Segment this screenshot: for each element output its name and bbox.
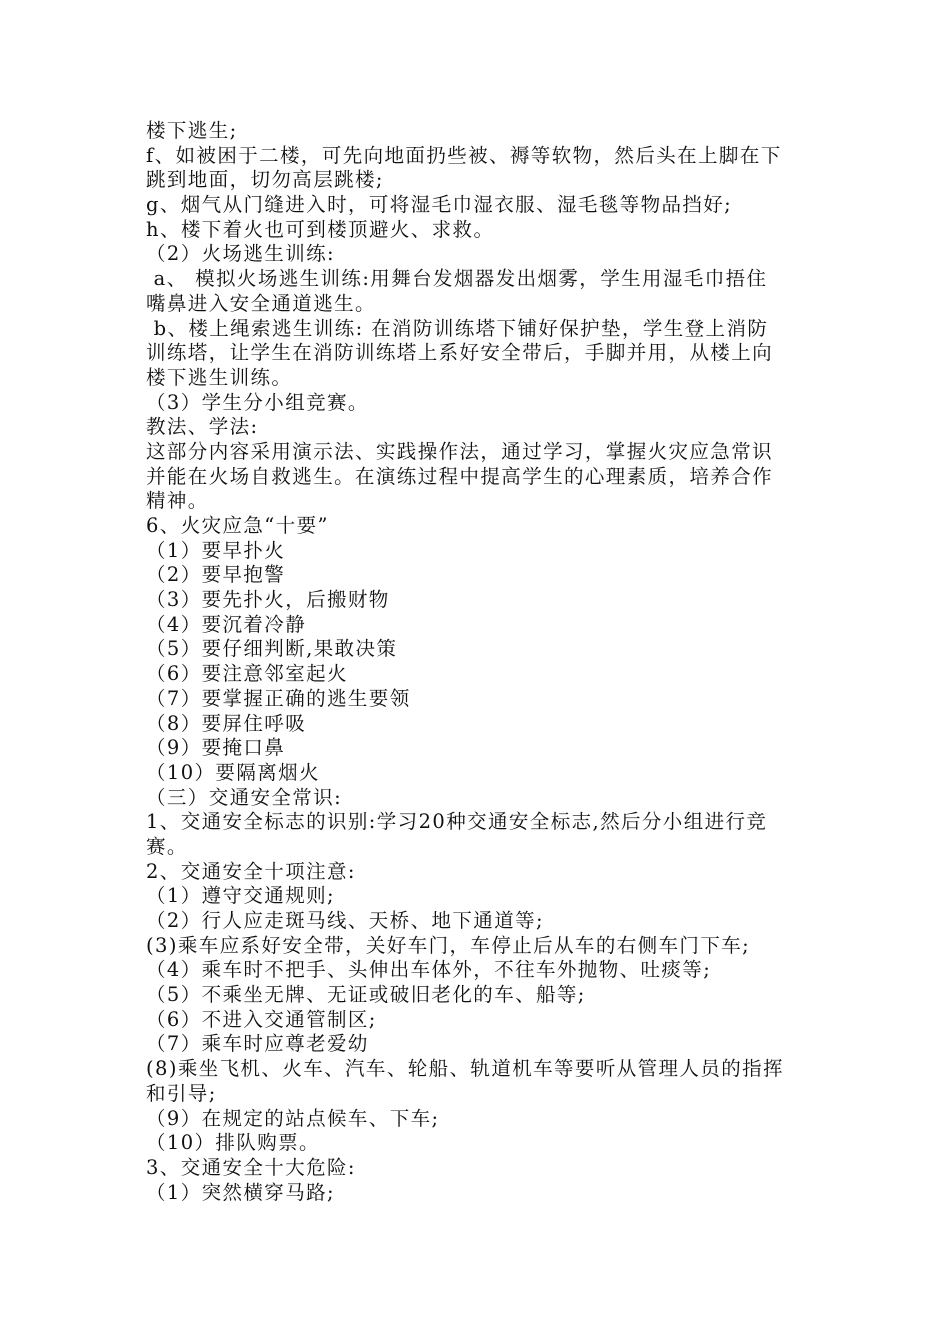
text-line: 6、火灾应急“十要” — [146, 514, 329, 537]
text-line: （9）要掩口鼻 — [146, 736, 286, 760]
text-line: 这部分内容采用演示法、实践操作法，通过学习，掌握火灾应急常识 — [146, 439, 774, 463]
text-line: 并能在火场自救逃生。在演练过程中提高学生的心理素质，培养合作 — [146, 464, 774, 488]
text-line: 训练塔，让学生在消防训练塔上系好安全带后，手脚并用，从楼上向 — [146, 341, 774, 365]
text-line: （7）要掌握正确的逃生要领 — [146, 686, 411, 710]
text-line: （1）突然横穿马路; — [146, 1180, 335, 1204]
text-line: （2）火场逃生训练: — [146, 242, 335, 266]
text-line: 和引导; — [146, 1081, 217, 1105]
text-line: 3、交通安全十大危险: — [146, 1155, 356, 1179]
text-line: b、楼上绳索逃生训练: 在消防训练塔下铺好保护垫，学生登上消防 — [146, 316, 769, 340]
text-line: （三）交通安全常识: — [146, 785, 343, 809]
text-line: （4）乘车时不把手、头伸出车体外，不往车外抛物、吐痰等; — [146, 958, 712, 982]
text-line: （2）行人应走斑马线、天桥、地下通道等; — [146, 909, 544, 932]
text-line: g、烟气从门缝进入时，可将湿毛巾湿衣服、湿毛毯等物品挡好; — [146, 193, 733, 217]
text-line: （5）不乘坐无牌、无证或破旧老化的车、船等; — [146, 983, 586, 1007]
text-line: (3)乘车应系好安全带，关好车门，车停止后从车的右侧车门下车; — [146, 933, 751, 957]
text-line: （5）要仔细判断,果敢决策 — [146, 637, 398, 661]
text-line: 精神。 — [146, 489, 209, 513]
text-line: （3）要先扑火，后搬财物 — [146, 588, 390, 612]
text-line: （10）排队购票。 — [146, 1131, 320, 1155]
text-line: 楼下逃生训练。 — [146, 365, 293, 389]
text-line: （1）要早扑火 — [146, 538, 286, 562]
text-line: 跳到地面，切勿高层跳楼; — [146, 168, 384, 192]
text-line: 嘴鼻进入安全通道逃生。 — [146, 291, 376, 315]
text-line: (8)乘坐飞机、火车、汽车、轮船、轨道机车等要听从管理人员的指挥 — [146, 1057, 784, 1081]
text-line: （4）要沉着冷静 — [146, 612, 307, 636]
text-line: f、如被困于二楼，可先向地面扔些被、褥等软物，然后头在上脚在下 — [146, 143, 782, 167]
text-line: （10）要隔离烟火 — [146, 760, 320, 784]
text-line: 2、交通安全十项注意: — [146, 859, 356, 883]
text-line: （6）要注意邻室起火 — [146, 662, 348, 686]
text-line: （6）不进入交通管制区; — [146, 1007, 377, 1031]
text-line: h、楼下着火也可到楼顶避火、求救。 — [146, 217, 495, 241]
text-line: （9）在规定的站点候车、下车; — [146, 1106, 440, 1130]
text-line: 教法、学法: — [146, 415, 259, 439]
text-line: （1）遵守交通规则; — [146, 884, 335, 908]
text-line: （7）乘车时应尊老爱幼 — [146, 1032, 369, 1056]
text-line: （3）学生分小组竞赛。 — [146, 390, 369, 414]
text-line: （8）要屏住呼吸 — [146, 711, 307, 735]
text-line: 1、交通安全标志的识别:学习20种交通安全标志,然后分小组进行竞 — [146, 810, 768, 834]
text-line: 赛。 — [146, 834, 188, 858]
text-line: a、 模拟火场逃生训练:用舞台发烟器发出烟雾，学生用湿毛巾捂住 — [146, 267, 768, 291]
text-line: （2）要早抱警 — [146, 563, 286, 587]
text-line: 楼下逃生; — [146, 119, 238, 142]
document-body — [146, 119, 814, 1205]
